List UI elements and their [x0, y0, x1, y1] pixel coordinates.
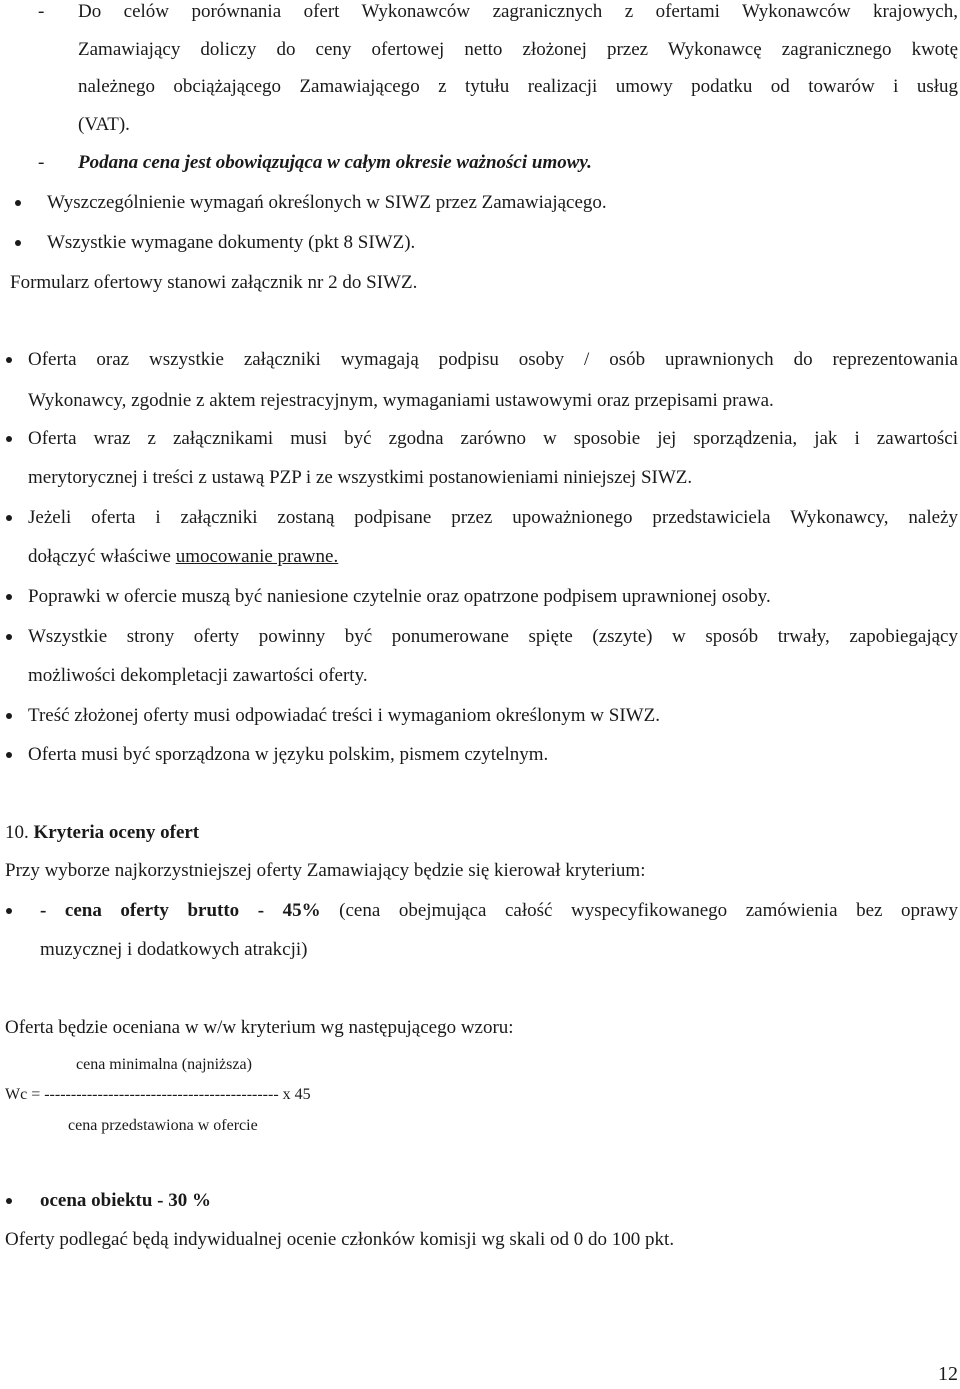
bullet-icon	[6, 594, 12, 600]
page-number: 12	[938, 1363, 958, 1385]
bullet-icon	[15, 200, 21, 206]
criteria-intro: Przy wyborze najkorzystniejszej oferty Zamawiający będzie się kierował kryterium:	[5, 860, 646, 881]
bullet-icon	[6, 357, 12, 363]
formula-numerator: cena minimalna (najniższa)	[76, 1056, 252, 1073]
list-item: Jeżeli oferta i załączniki zostaną podpisane przez upoważnionego przedstawiciela Wykonawcy, należy	[28, 507, 958, 528]
list-item: Wszystkie wymagane dokumenty (pkt 8 SIWZ).	[47, 232, 416, 253]
bullet-icon	[6, 908, 12, 914]
formula-denominator: cena przedstawiona w ofercie	[68, 1117, 258, 1134]
bullet-icon	[15, 240, 21, 246]
bullet-icon	[6, 634, 12, 640]
formula-line: Wc = -------------------------------------------- x 45	[5, 1086, 311, 1103]
list-item: Oferta wraz z załącznikami musi być zgodna zarówno w sposobie jej sporządzenia, jak i zawartości	[28, 428, 958, 449]
section-heading	[5, 821, 199, 845]
dash-marker: -	[38, 1, 45, 22]
list-item: Oferta oraz wszystkie załączniki wymagają podpisu osoby / osób uprawnionych do reprezentowania	[28, 349, 958, 370]
criterion-price-continued: muzycznej i dodatkowych atrakcji)	[40, 939, 308, 960]
dash-marker: -	[38, 152, 45, 173]
criterion-price-label: - cena oferty brutto - 45%	[40, 900, 321, 921]
list-item: Treść złożonej oferty musi odpowiadać treści i wymaganiom określonym w SIWZ.	[28, 705, 660, 726]
bullet-icon	[6, 436, 12, 442]
section-title: Kryteria oceny ofert	[33, 822, 200, 843]
list-item: Wszystkie strony oferty powinny być ponumerowane spięte (zszyte) w sposób trwały, zapobiegający	[28, 626, 958, 647]
bullet-icon	[6, 752, 12, 758]
list-item-continued	[28, 545, 338, 569]
paragraph-line: (VAT).	[78, 114, 130, 135]
list-item: Oferta musi być sporządzona w języku polskim, pismem czytelnym.	[28, 744, 549, 765]
bullet-icon	[6, 713, 12, 719]
bullet-icon	[6, 515, 12, 521]
list-item-continued: możliwości dekompletacji zawartości oferty.	[28, 665, 368, 686]
list-item-continued: Wykonawcy, zgodnie z aktem rejestracyjnym, wymaganiami ustawowymi oraz przepisami prawa.	[28, 390, 774, 411]
bullet-icon	[6, 1198, 12, 1204]
paragraph-line: należnego obciążającego Zamawiającego z tytułu realizacji umowy podatku od towarów i usług	[78, 76, 958, 97]
section-number: 10.	[5, 822, 29, 843]
criterion-price-desc: (cena obejmująca całość wyspecyfikowanego zamówienia bez oprawy	[320, 900, 958, 921]
criterion-venue-desc: Oferty podlegać będą indywidualnej ocenie członków komisji wg skali od 0 do 100 pkt.	[5, 1229, 675, 1250]
paragraph-line: Zamawiający doliczy do ceny ofertowej netto złożonej przez Wykonawcę zagranicznego kwotę	[78, 39, 958, 60]
power-of-attorney-text: umocowanie prawne.	[175, 546, 339, 567]
formula-intro: Oferta będzie oceniana w w/w kryterium wg następującego wzoru:	[5, 1017, 514, 1038]
list-item: Wyszczególnienie wymagań określonych w SIWZ przez Zamawiającego.	[47, 192, 607, 213]
paragraph-line: Do celów porównania ofert Wykonawców zagranicznych z ofertami Wykonawców krajowych,	[78, 1, 958, 22]
list-item-continued: merytorycznej i treści z ustawą PZP i ze wszystkimi postanowieniami niniejszej SIWZ.	[28, 467, 693, 488]
price-validity-note: Podana cena jest obowiązująca w całym okresie ważności umowy.	[78, 152, 592, 173]
criterion-venue: ocena obiektu - 30 %	[40, 1190, 211, 1211]
list-item-text: dołączyć właściwe	[28, 546, 176, 567]
criterion-price	[40, 899, 958, 923]
form-note: Formularz ofertowy stanowi załącznik nr 2 do SIWZ.	[10, 272, 418, 293]
list-item: Poprawki w ofercie muszą być naniesione czytelnie oraz opatrzone podpisem uprawnionej osoby.	[28, 586, 771, 607]
